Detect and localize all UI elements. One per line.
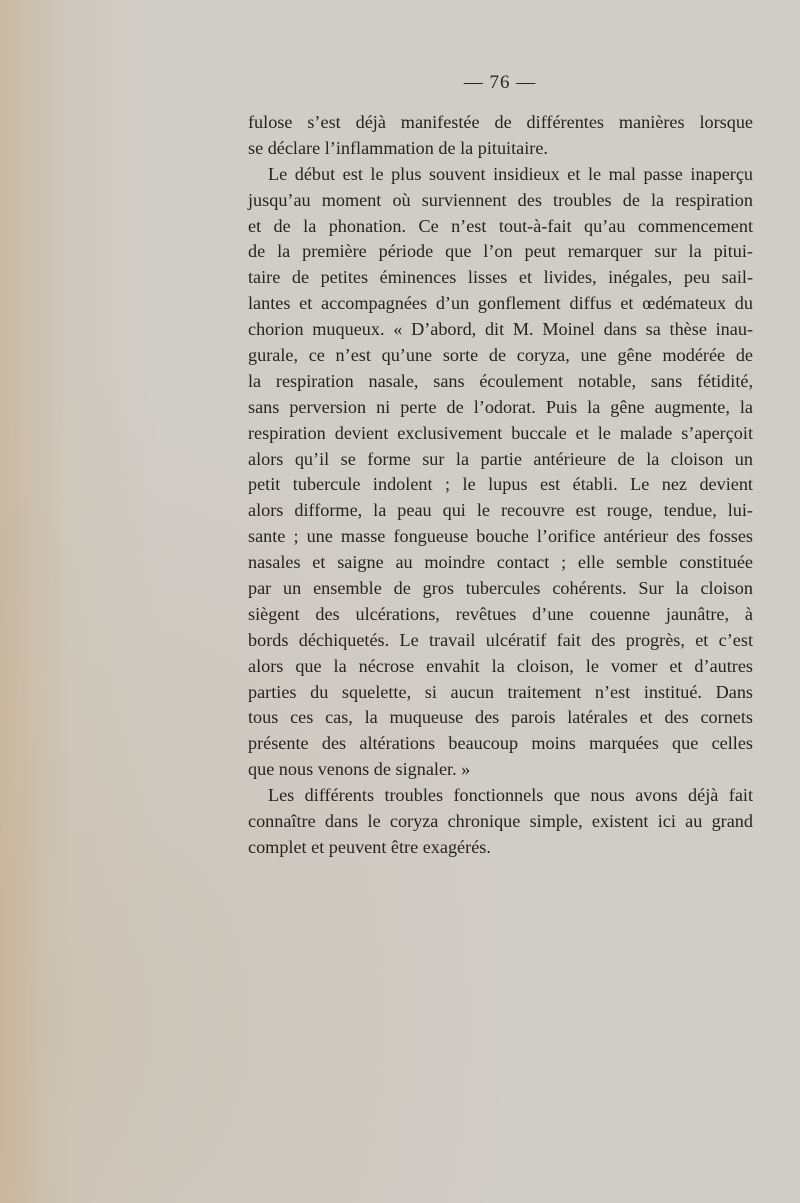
text-line: taire de petites éminences lisses et livides, inégales, peu sail- — [248, 267, 753, 288]
text-line: alors qu’il se forme sur la partie antérieure de la cloison un — [248, 448, 753, 469]
text-line: Les différents troubles fonctionnels que nous avons déjà fait — [268, 785, 753, 806]
text-line: alors difforme, la peau qui le recouvre est rouge, tendue, lui- — [248, 500, 753, 521]
text-line: sans perversion ni perte de l’odorat. Puis la gêne augmente, la — [248, 396, 753, 417]
text-line: présente des altérations beaucoup moins marquées que celles — [248, 733, 753, 754]
text-line: nasales et saigne au moindre contact ; elle semble constituée — [248, 552, 753, 573]
text-line: sante ; une masse fongueuse bouche l’orifice antérieur des fosses — [248, 526, 753, 547]
page-number: — 76 — — [463, 72, 537, 93]
body-text — [248, 110, 753, 861]
text-line: Le début est le plus souvent insidieux et le mal passe inaperçu — [268, 163, 753, 184]
text-line: respiration devient exclusivement buccale et le malade s’aperçoit — [248, 422, 753, 443]
text-line: parties du squelette, si aucun traitement n’est institué. Dans — [248, 681, 753, 702]
text-line: par un ensemble de gros tubercules cohérents. Sur la cloison — [248, 578, 753, 599]
text-line: complet et peuvent être exagérés. — [248, 836, 491, 857]
text-line: bords déchiquetés. Le travail ulcératif fait des progrès, et c’est — [248, 629, 753, 650]
text-line: fulose s’est déjà manifestée de différentes manières lorsque — [248, 112, 753, 132]
text-line: de la première période que l’on peut remarquer sur la pitui- — [248, 241, 753, 262]
text-line: siègent des ulcérations, revêtues d’une couenne jaunâtre, à — [248, 603, 753, 624]
text-line: lantes et accompagnées d’un gonflement diffus et œdémateux du — [248, 293, 753, 314]
text-line: jusqu’au moment où surviennent des troubles de la respiration — [248, 189, 753, 210]
text-line: la respiration nasale, sans écoulement notable, sans fétidité, — [248, 370, 753, 391]
text-line: petit tubercule indolent ; le lupus est établi. Le nez devient — [248, 474, 753, 495]
text-line: chorion muqueux. « D’abord, dit M. Moinel dans sa thèse inau- — [248, 319, 753, 340]
text-line: connaître dans le coryza chronique simple, existent ici au grand — [248, 811, 753, 832]
text-line: que nous venons de signaler. » — [248, 759, 471, 780]
text-line: gurale, ce n’est qu’une sorte de coryza, une gêne modérée de — [248, 345, 753, 366]
text-line: et de la phonation. Ce n’est tout-à-fait qu’au commencement — [248, 215, 753, 236]
text-line: se déclare l’inflammation de la pituitaire. — [248, 137, 548, 158]
text-line: alors que la nécrose envahit la cloison, le vomer et d’autres — [248, 655, 753, 676]
text-line: tous ces cas, la muqueuse des parois latérales et des cornets — [248, 707, 753, 728]
